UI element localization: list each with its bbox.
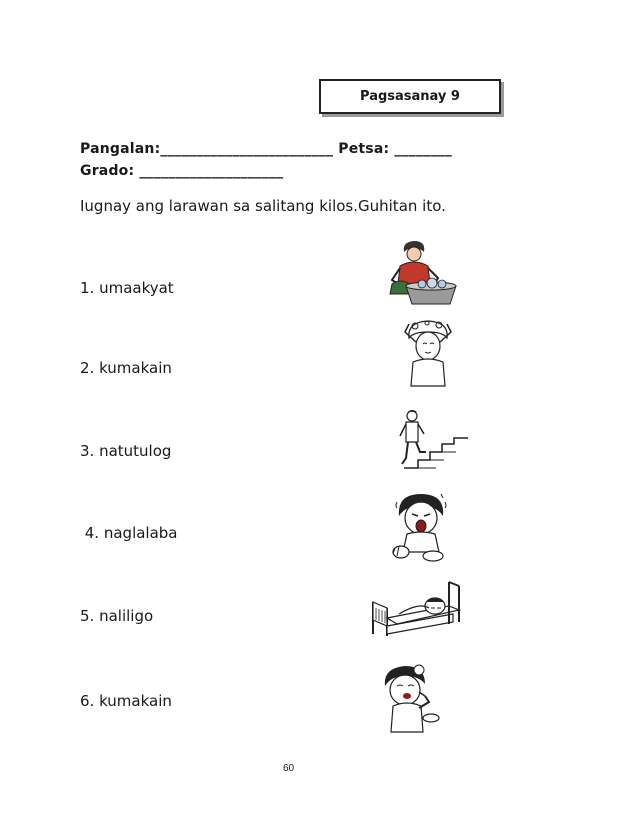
child-sleeping-in-bed-icon <box>369 578 463 642</box>
girl-eating-icon <box>379 662 443 740</box>
instruction-text: Iugnay ang larawan sa salitang kilos.Guhitan ito. <box>80 197 446 215</box>
girl-crying-icon <box>391 490 451 566</box>
name-date-line: Pangalan:________________________ Petsa: ________ <box>80 141 452 157</box>
item-5-label: 5. naliligo <box>80 607 154 625</box>
page-number: 60 <box>283 763 295 774</box>
item-2-label: 2. kumakain <box>80 359 172 377</box>
item-1-label: 1. umaakyat <box>80 279 174 297</box>
woman-washing-clothes-icon <box>386 238 460 312</box>
girl-shampooing-hair-icon <box>399 318 457 392</box>
exercise-title: Pagsasanay 9 <box>360 89 460 104</box>
item-3-label: 3. natutulog <box>80 442 172 460</box>
item-4-label: 4. naglalaba <box>80 524 178 542</box>
item-6-label: 6. kumakain <box>80 692 172 710</box>
exercise-title-box <box>319 79 501 114</box>
grade-line: Grado: ____________________ <box>80 163 284 179</box>
boy-climbing-stairs-icon <box>396 408 470 478</box>
